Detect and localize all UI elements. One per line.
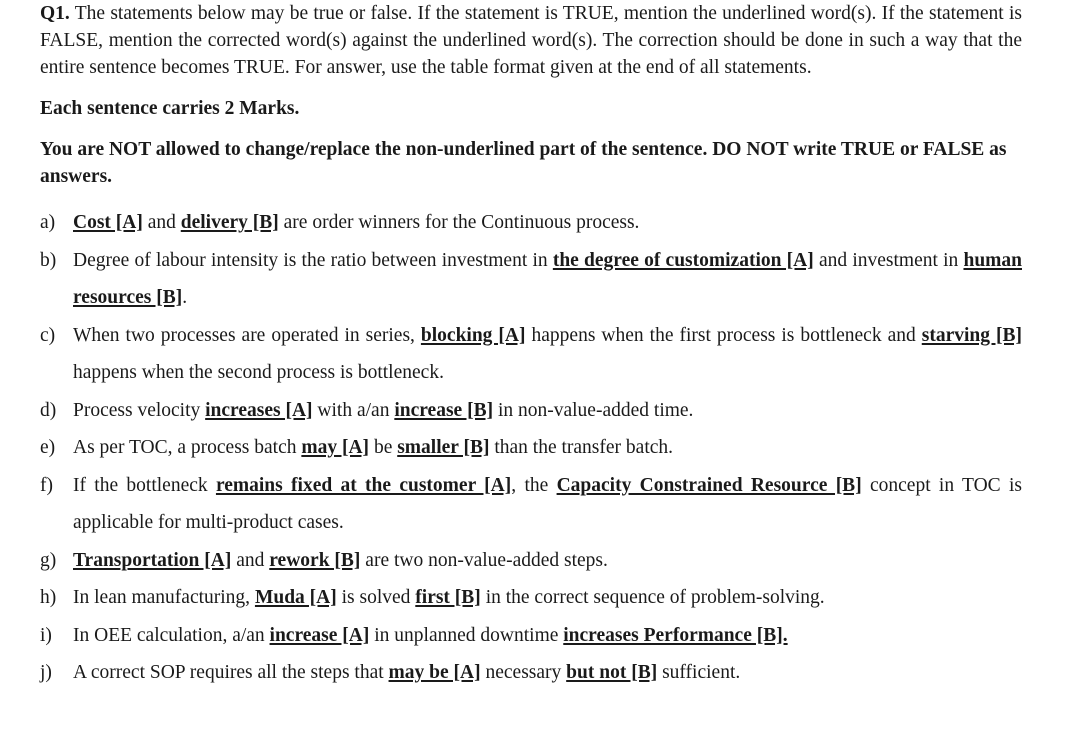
- underlined-term: increase [A]: [269, 624, 370, 646]
- underlined-term: Transportation [A]: [73, 549, 232, 571]
- statement-label: g): [40, 549, 57, 571]
- underlined-term: Capacity Constrained Resource [B]: [556, 474, 862, 496]
- question-number: Q1.: [40, 3, 70, 24]
- statement-item: [40, 204, 1022, 242]
- statement-text: , the: [511, 474, 557, 496]
- statement-text: and investment in: [813, 249, 964, 271]
- underlined-term: increases [A]: [205, 399, 313, 421]
- statement-text: with a/an: [312, 399, 395, 421]
- question-intro: [40, 0, 1022, 81]
- statement-text: When two processes are operated in series,: [73, 324, 421, 346]
- rule-note: You are NOT allowed to change/replace the non-underlined part of the sentence. DO NOT write TRUE or FALSE as answers.: [40, 139, 1007, 187]
- underlined-term: blocking [A]: [420, 324, 526, 346]
- statement-label: b): [40, 249, 57, 271]
- statement-item: [40, 617, 1022, 655]
- statement-text: In OEE calculation, a/an: [73, 624, 270, 646]
- statement-text: necessary: [480, 662, 567, 683]
- underlined-term: the degree of customization [A]: [552, 249, 814, 271]
- statement-text: .: [182, 287, 188, 308]
- statement-item: [40, 429, 1022, 467]
- underlined-term: may be [A]: [388, 662, 481, 683]
- statement-text: are order winners for the Continuous process.: [278, 212, 640, 233]
- statement-label: i): [40, 624, 52, 646]
- underlined-term: Muda [A]: [254, 587, 337, 608]
- statement-item: [40, 242, 1022, 317]
- question-document: [40, 0, 1022, 692]
- statement-text: As per TOC, a process batch: [73, 437, 302, 458]
- underlined-term: may [A]: [301, 437, 370, 458]
- statement-item: [40, 542, 1022, 580]
- statement-label: a): [40, 212, 56, 233]
- statement-text: A correct SOP requires all the steps that: [73, 662, 389, 683]
- statement-text: and: [142, 212, 181, 233]
- statement-text: in non-value-added time.: [493, 399, 694, 421]
- statement-text: be: [369, 437, 398, 458]
- statement-text: If the bottleneck: [73, 474, 216, 496]
- statement-item: [40, 579, 1022, 617]
- underlined-term: increase [B]: [394, 399, 494, 421]
- statement-item: [40, 654, 1022, 692]
- underlined-term: but not [B]: [566, 662, 658, 683]
- underlined-term: increases Performance [B].: [563, 624, 788, 646]
- question-instructions: The statements below may be true or false. If the statement is TRUE, mention the underlined word(s). If the statement is FALSE, mention the corrected word(s) against the underlined word(s). The correction should be done in such a way that the entire sentence becomes TRUE. For answer, use the table format given at the end of all statements.: [40, 3, 1022, 78]
- underlined-term: first [B]: [415, 587, 481, 608]
- statement-label: e): [40, 437, 56, 458]
- statement-label: d): [40, 399, 57, 421]
- statement-label: c): [40, 324, 56, 346]
- statement-text: sufficient.: [657, 662, 741, 683]
- underlined-term: smaller [B]: [397, 437, 490, 458]
- marks-note: Each sentence carries 2 Marks.: [40, 98, 300, 119]
- underlined-term: Cost [A]: [73, 212, 143, 233]
- statement-text: concept in TOC is applicable for multi-product cases.: [73, 474, 1022, 533]
- statement-text: happens when the second process is bottleneck.: [73, 362, 444, 383]
- underlined-term: remains fixed at the customer [A]: [215, 474, 512, 496]
- underlined-term: starving [B]: [921, 324, 1022, 346]
- statement-text: happens when the first process is bottleneck and: [525, 324, 922, 346]
- statement-item: [40, 467, 1022, 542]
- statement-item: [40, 317, 1022, 392]
- statement-text: in the correct sequence of problem-solving.: [480, 587, 825, 608]
- statement-text: Degree of labour intensity is the ratio between investment in: [73, 249, 553, 271]
- statement-label: f): [40, 474, 53, 496]
- statement-text: is solved: [336, 587, 416, 608]
- underlined-term: rework [B]: [269, 549, 361, 571]
- statement-text: are two non-value-added steps.: [360, 549, 608, 571]
- statement-text: Process velocity: [73, 399, 206, 421]
- statement-label: j): [40, 662, 52, 683]
- underlined-term: human resources [B]: [73, 249, 1022, 308]
- statement-item: [40, 392, 1022, 430]
- statement-text: in unplanned downtime: [369, 624, 564, 646]
- statement-label: h): [40, 587, 57, 608]
- statement-text: In lean manufacturing,: [73, 587, 255, 608]
- underlined-term: delivery [B]: [180, 212, 279, 233]
- statement-text: than the transfer batch.: [489, 437, 674, 458]
- statement-list: [40, 204, 1022, 692]
- statement-text: and: [231, 549, 270, 571]
